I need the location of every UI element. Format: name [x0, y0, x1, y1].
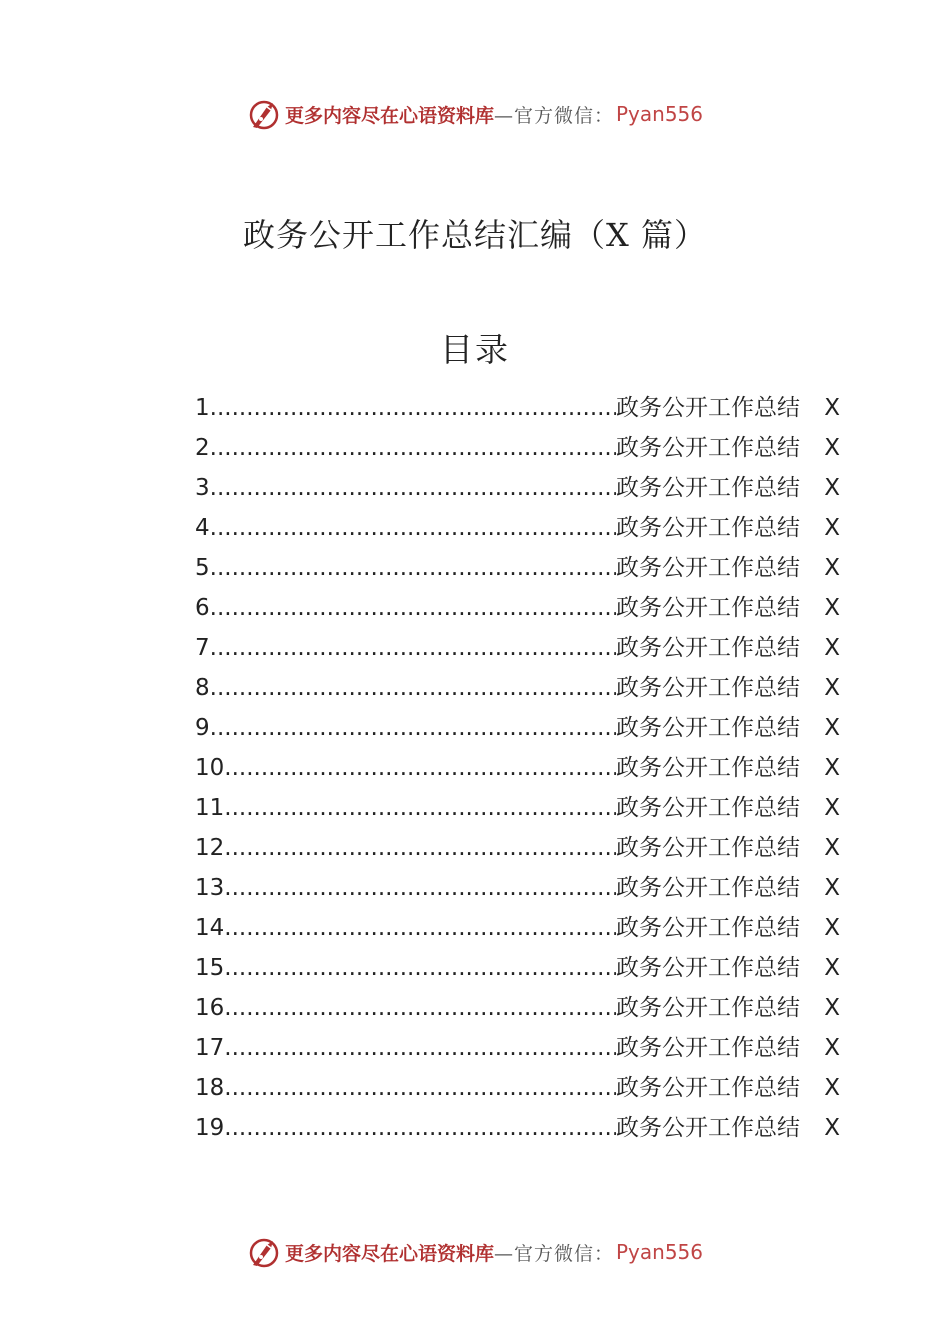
toc-entry-title: 政务公开工作总结 [616, 675, 800, 701]
toc-entry-number: 17 [195, 1035, 225, 1061]
toc-entry-page: X [824, 715, 840, 741]
toc-entry-page: X [824, 515, 840, 541]
toc-entry-page: X [824, 875, 840, 901]
toc-entry-title: 政务公开工作总结 [616, 995, 800, 1021]
pen-logo-icon [247, 1235, 281, 1269]
toc-entry-title: 政务公开工作总结 [616, 475, 800, 501]
header-watermark [0, 94, 950, 134]
toc-entry[interactable] [195, 788, 840, 828]
toc-entry[interactable] [195, 548, 840, 588]
toc-leader-dots [224, 908, 616, 948]
toc-entry-title: 政务公开工作总结 [616, 875, 800, 901]
toc-entry-title: 政务公开工作总结 [616, 1035, 800, 1061]
toc-entry-number: 13 [195, 875, 225, 901]
toc-leader-dots [224, 948, 616, 988]
toc-entry-title: 政务公开工作总结 [616, 795, 800, 821]
toc-entry-number: 12 [195, 835, 225, 861]
toc-entry-title: 政务公开工作总结 [616, 755, 800, 781]
toc-entry-page: X [824, 1075, 840, 1101]
toc-entry-number: 5 [195, 555, 210, 581]
toc-entry[interactable] [195, 1068, 840, 1108]
toc-entry-title: 政务公开工作总结 [616, 515, 800, 541]
toc-entry[interactable] [195, 948, 840, 988]
toc-entry[interactable] [195, 628, 840, 668]
watermark-subtext: —官方微信： [493, 104, 614, 127]
toc-leader-dots [224, 868, 616, 908]
toc-entry-number: 9 [195, 715, 210, 741]
toc-entry-page: X [824, 395, 840, 421]
toc-entry-title: 政务公开工作总结 [616, 555, 800, 581]
toc-entry-page: X [824, 995, 840, 1021]
toc-entry-title: 政务公开工作总结 [616, 435, 800, 461]
toc-leader-dots [210, 388, 616, 428]
toc-entry[interactable] [195, 1108, 840, 1148]
toc-entry-number: 19 [195, 1115, 225, 1141]
toc-entry-number: 7 [195, 635, 210, 661]
toc-entry-page: X [824, 955, 840, 981]
toc-leader-dots [210, 548, 616, 588]
toc-entry-title: 政务公开工作总结 [616, 1115, 800, 1141]
toc-entry-title: 政务公开工作总结 [616, 955, 800, 981]
toc-leader-dots [210, 468, 616, 508]
toc-entry[interactable] [195, 1028, 840, 1068]
toc-entry-title: 政务公开工作总结 [616, 395, 800, 421]
toc-entry-title: 政务公开工作总结 [616, 915, 800, 941]
toc-entry-page: X [824, 755, 840, 781]
toc-entry[interactable] [195, 428, 840, 468]
pen-logo-icon [247, 97, 281, 131]
toc-entry-page: X [824, 555, 840, 581]
toc-entry-title: 政务公开工作总结 [616, 835, 800, 861]
toc-entry[interactable] [195, 388, 840, 428]
toc-entry-page: X [824, 675, 840, 701]
toc-entry-title: 政务公开工作总结 [616, 595, 800, 621]
toc-entry-page: X [824, 915, 840, 941]
toc-entry-title: 政务公开工作总结 [616, 715, 800, 741]
toc-entry-page: X [824, 635, 840, 661]
toc-leader-dots [224, 788, 616, 828]
toc-entry-number: 6 [195, 595, 210, 621]
toc-entry[interactable] [195, 588, 840, 628]
watermark-text: 更多内容尽在心语资料库 [284, 1242, 494, 1265]
toc-entry-page: X [824, 795, 840, 821]
toc-entry-page: X [824, 435, 840, 461]
toc-entry-title: 政务公开工作总结 [616, 635, 800, 661]
toc-leader-dots [210, 628, 616, 668]
toc-entry-page: X [824, 595, 840, 621]
toc-entry-number: 10 [195, 755, 225, 781]
toc-entry-number: 8 [195, 675, 210, 701]
toc-leader-dots [224, 1028, 616, 1068]
toc-leader-dots [224, 1068, 616, 1108]
toc-leader-dots [210, 428, 616, 468]
toc-entry-page: X [824, 1115, 840, 1141]
table-of-contents [195, 388, 840, 1148]
toc-entry[interactable] [195, 468, 840, 508]
toc-entry-number: 4 [195, 515, 210, 541]
toc-entry-number: 2 [195, 435, 210, 461]
watermark-text: 更多内容尽在心语资料库 [284, 104, 494, 127]
toc-entry-page: X [824, 475, 840, 501]
toc-entry[interactable] [195, 908, 840, 948]
toc-leader-dots [210, 708, 616, 748]
toc-entry[interactable] [195, 828, 840, 868]
toc-entry-number: 1 [195, 395, 210, 421]
footer-watermark [0, 1232, 950, 1272]
toc-entry-number: 15 [195, 955, 225, 981]
toc-heading: 目录 [440, 330, 510, 369]
watermark-wechat-id: Pyan556 [616, 102, 704, 126]
toc-entry-number: 18 [195, 1075, 225, 1101]
toc-leader-dots [210, 588, 616, 628]
toc-leader-dots [224, 828, 616, 868]
toc-leader-dots [224, 748, 616, 788]
toc-entry[interactable] [195, 708, 840, 748]
toc-entry-page: X [824, 835, 840, 861]
toc-leader-dots [224, 1108, 616, 1148]
toc-entry[interactable] [195, 668, 840, 708]
toc-entry[interactable] [195, 748, 840, 788]
toc-leader-dots [210, 508, 616, 548]
toc-entry[interactable] [195, 988, 840, 1028]
toc-entry-number: 11 [195, 795, 225, 821]
toc-entry[interactable] [195, 868, 840, 908]
toc-leader-dots [210, 668, 616, 708]
toc-entry-number: 3 [195, 475, 210, 501]
document-title: 政务公开工作总结汇编（X 篇） [243, 216, 707, 254]
toc-leader-dots [224, 988, 616, 1028]
toc-entry-page: X [824, 1035, 840, 1061]
toc-entry-number: 16 [195, 995, 225, 1021]
watermark-wechat-id: Pyan556 [616, 1240, 704, 1264]
toc-entry-title: 政务公开工作总结 [616, 1075, 800, 1101]
watermark-subtext: —官方微信： [493, 1242, 614, 1265]
toc-entry[interactable] [195, 508, 840, 548]
toc-entry-number: 14 [195, 915, 225, 941]
